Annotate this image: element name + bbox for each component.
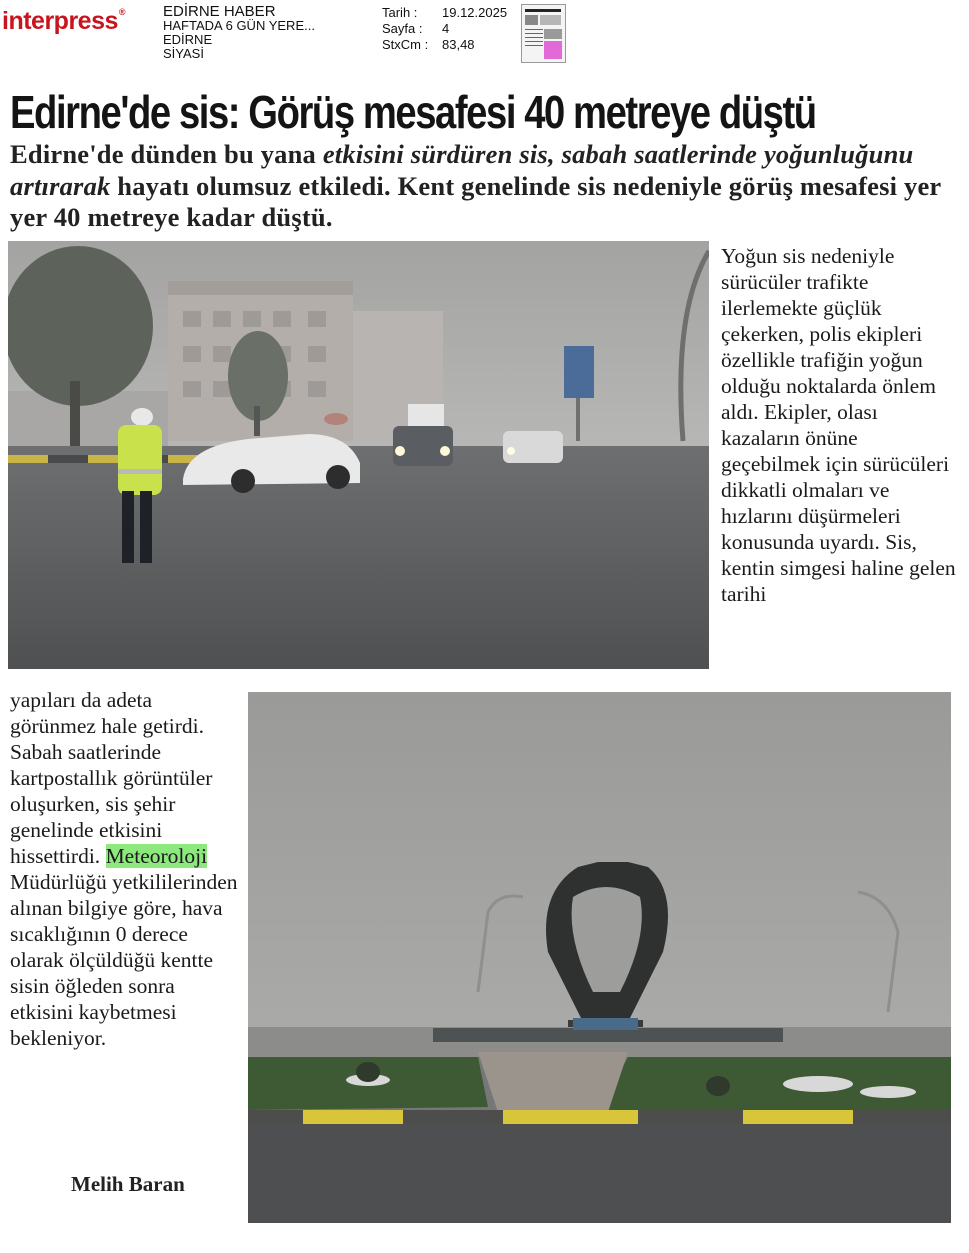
photo-monument-in-fog [248, 692, 951, 1223]
meta-date-row [382, 5, 507, 21]
publication-frequency: HAFTADA 6 GÜN YERE... [163, 18, 315, 33]
article-lead [10, 139, 960, 234]
meta-page-row [382, 21, 507, 37]
publication-name: EDİRNE HABER [163, 3, 276, 20]
lead-text-2: hayatı olumsuz etkiledi. Kent genelinde sis nedeniyle görüş mesafesi yer yer 40 metreye kadar düştü. [10, 170, 941, 232]
meta-size-label: StxCm : [382, 37, 429, 52]
column-2-text-b: Müdürlüğü yetkililerinden alınan bilgiye göre, hava sıcaklığının 0 derece olarak ölçüldüğü kentte sisin öğleden sonra etkisini kaybetmesi bekleniyor. [10, 870, 238, 1050]
photo-foggy-intersection [8, 241, 709, 669]
column-2-paragraph [10, 687, 242, 1051]
clipping-meta [382, 5, 507, 53]
publication-city: EDİRNE [163, 32, 213, 47]
meta-date-label: Tarih : [382, 5, 418, 20]
column-1-paragraph: Yoğun sis nedeniyle sürücüler trafikte ilerlemekte güçlük çekerken, polis ekipleri özellikle trafiğin yoğun olduğu noktalarda önlem aldı. Ekipler, olası kazaların önüne geçebilmek için sürücüleri dikkatli olmaları ve hızlarını düşürmeleri konusunda uyardı. Sis, kentin simgesi haline gelen tarihi [721, 244, 956, 606]
page-thumbnail[interactable] [521, 4, 566, 63]
interpress-logo: interpress® [2, 7, 126, 35]
meta-page-value: 4 [442, 21, 450, 36]
column-2-text-a: yapıları da adeta görünmez hale getirdi. Sabah saatlerinde kartpostallık görüntüler oluşurken, sis şehir genelinde etkisini hissettirdi. [10, 688, 213, 868]
meta-size-value: 83,48 [442, 37, 475, 52]
article-headline: Edirne'de sis: Görüş mesafesi 40 metreye düştü [10, 86, 816, 138]
article-column-2 [10, 687, 242, 1051]
publication-category: SİYASİ [163, 46, 204, 61]
meta-page-label: Sayfa : [382, 21, 423, 36]
meta-date-value: 19.12.2025 [442, 5, 508, 20]
lead-text-italic: etkisini sürdüren sis, sabah saatlerinde yoğunluğunu artırarak [10, 139, 914, 201]
publication-info [163, 5, 363, 61]
meta-size-row [382, 37, 507, 53]
article-byline: Melih Baran [71, 1172, 185, 1196]
lead-text-1: Edirne'de dünden bu yana [10, 139, 323, 169]
article-column-1 [721, 243, 957, 607]
highlighted-keyword: Meteoroloji [105, 844, 208, 868]
